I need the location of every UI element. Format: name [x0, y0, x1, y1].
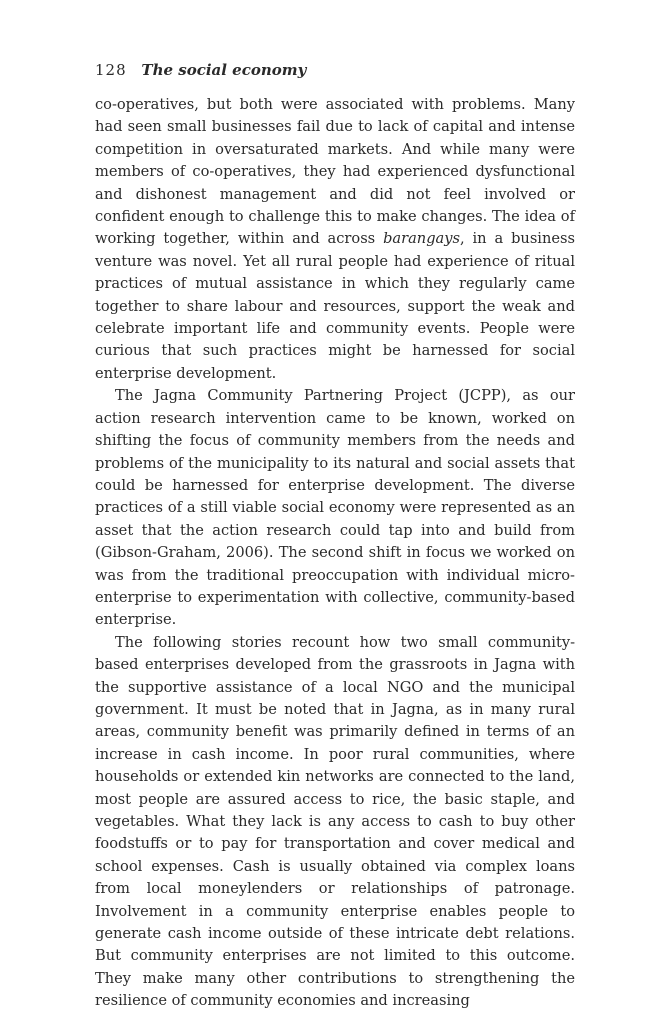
paragraph-3: The following stories recount how two small community-based enterprises developed from the grassroots in Jagna with the supportive assistance of a local NGO and the municipal government. It must be noted that in Jagna, as in many rural areas, community benefit was primarily defined in terms of an increase in cash income. In poor rural communities, where households or extended kin networks are connected to the land, most people are assured access to rice, the basic staple, and vegetables. What they lack is any access to cash to buy other foodstuffs or to pay for transportation and cover medical and school expenses. Cash is usually obtained via complex loans from local moneylenders or relationships of patronage. Involvement in a community enterprise enables people to generate cash income outside of these intricate debt relations. But community enterprises are not limited to this outcome. They make many other contributions to strengthening the resilience of community economies and increasing [95, 633, 575, 1010]
book-page [95, 60, 575, 1013]
paragraph-1-end: , in a business venture was novel. Yet all rural people had experience of ritual practices of mutual assistance in which they regularly came together to share labour and resources, support the weak and celebrate important life and community events. People were curious that such practices might be harnessed for social enterprise development. [95, 230, 575, 382]
paragraph-2: The Jagna Community Partnering Project (JCPP), as our action research intervention came to be known, worked on shifting the focus of community members from the needs and problems of the municipality to its natural and social assets that could be harnessed for enterprise development. The diverse practices of a still viable social economy were represented as an asset that the action research could tap into and build from (Gibson-Graham, 2006). The second shift in focus we worked on was from the traditional preoccupation with individual micro-enterprise to experimentation with collective, community-based enterprise. [95, 387, 575, 629]
body-text [95, 94, 575, 1013]
paragraph-1 [95, 94, 575, 385]
italic-term: barangays [383, 230, 460, 248]
paragraph-1-start: co-operatives, but both were associated with problems. Many had seen small businesses fail due to lack of capital and intense competition in oversaturated markets. And while many were members of co-operatives, they had experienced dysfunctional and dishonest management and did not feel involved or confident enough to challenge this to make changes. The idea of working together, within and across [95, 96, 575, 248]
section-title: The social economy [141, 61, 307, 79]
running-head [95, 60, 575, 80]
page-number: 128 [95, 61, 127, 79]
